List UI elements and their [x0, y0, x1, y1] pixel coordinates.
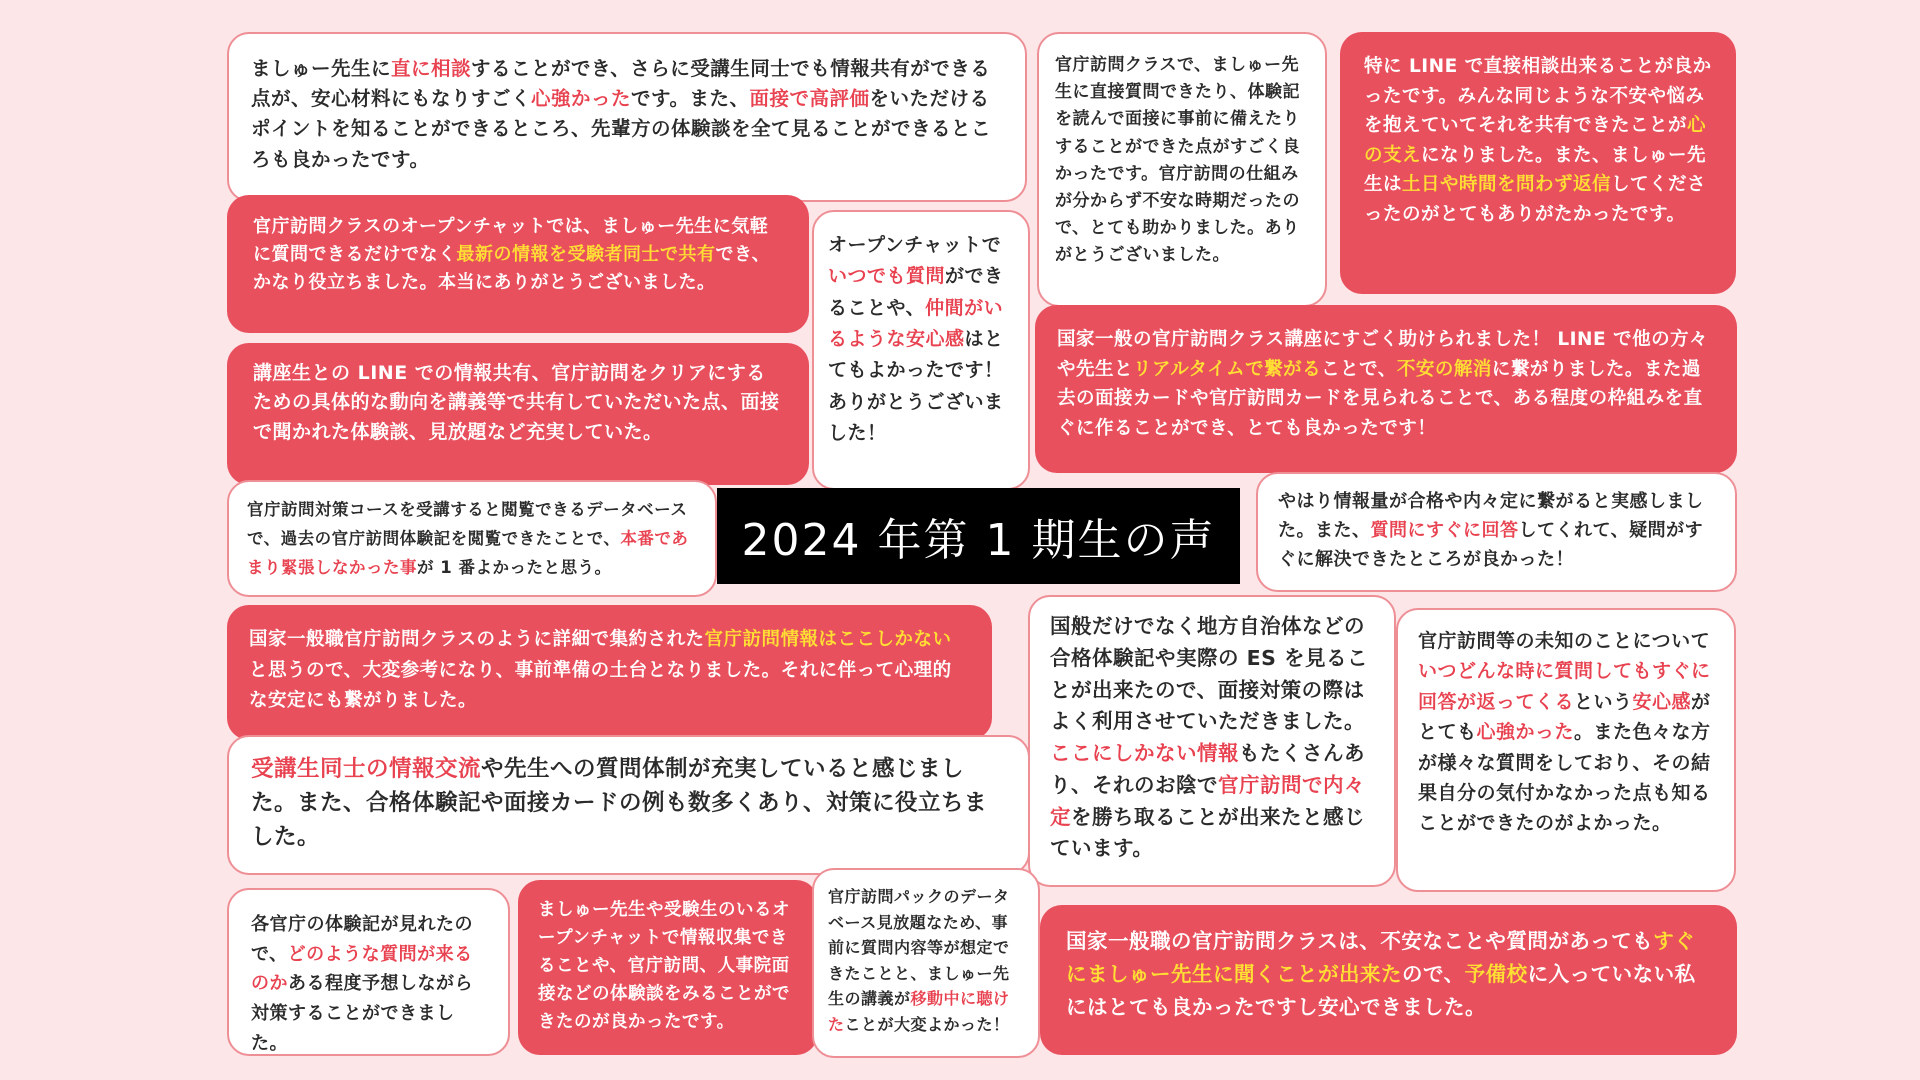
testimonial-card	[1040, 905, 1737, 1055]
highlighted-text: 面接で高評価	[749, 87, 870, 111]
testimonial-text: 官庁訪問対策コースを受講すると閲覧できるデータベースで、過去の官庁訪問体験記を閲覧できたことで、	[247, 500, 688, 548]
highlighted-text: 質問にすぐに回答	[1370, 519, 1519, 541]
testimonial-text: がとても	[1418, 690, 1711, 744]
testimonial-card	[227, 32, 1027, 202]
testimonial-text: 官庁訪問クラスで、ましゅー先生に直接質問できたり、体験記を読んで面接に事前に備えたりすることができた点がすごく良かったです。官庁訪問の仕組みが分からず不安な時期だったので、とても助かりました。ありがとうございました。	[1055, 55, 1300, 266]
highlighted-text: 本番であまり緊張しなかった事	[247, 528, 689, 577]
highlighted-text: 官庁訪問で内々定	[1050, 772, 1365, 829]
testimonial-card	[227, 343, 809, 485]
testimonial-card	[1340, 32, 1736, 294]
testimonial-text: してくださったのがとてもありがたかったです。	[1364, 174, 1707, 225]
highlighted-text: リアルタイムで繋がる	[1133, 358, 1322, 380]
testimonial-card	[227, 605, 992, 740]
highlighted-text: どのような質問が来るのか	[251, 943, 473, 995]
testimonial-text: です。また、	[631, 87, 750, 111]
testimonial-text: ましゅー先生に	[251, 57, 392, 80]
testimonial-text: 。また色々な方が様々な質問をしており、その結果自分の気付かなかった点も知ることができたのがよかった。	[1418, 721, 1711, 835]
testimonial-text: 国家一般の官庁訪問クラス講座にすごく助けられました！ LINE で他の方々や先生と	[1057, 329, 1709, 380]
highlighted-text: いつどんな時に質問してもすぐに回答が返ってくる	[1418, 660, 1711, 713]
testimonial-text: 官庁訪問クラスのオープンチャットでは、ましゅー先生に気軽に質問できるだけでなく	[253, 216, 769, 265]
testimonial-text: をいただけるポイントを知ることができるところ、先輩方の体験談を全て見ることができるところも良かったです。	[251, 87, 992, 171]
testimonial-card	[1028, 595, 1396, 887]
testimonial-card	[227, 888, 510, 1056]
highlighted-text: 心の支え	[1364, 115, 1707, 166]
testimonial-text: ことで、	[1321, 358, 1397, 380]
testimonial-card	[812, 210, 1030, 490]
testimonial-text: ができることや、	[828, 265, 1004, 319]
testimonial-text: やはり情報量が合格や内々定に繋がると実感しました。また、	[1278, 491, 1704, 541]
testimonial-text: してくれて、疑問がすぐに解決できたところが良かった！	[1278, 519, 1704, 570]
highlighted-text: 受講生同士の情報交流	[251, 756, 482, 782]
testimonial-card	[1035, 305, 1737, 473]
highlighted-text: 不安の解消	[1396, 358, 1492, 380]
testimonial-text: という	[1574, 690, 1633, 713]
highlighted-text: ここにしかない情報	[1050, 741, 1239, 766]
testimonial-text: ので、	[1402, 961, 1465, 986]
testimonial-text: 官庁訪問等の未知のことについて	[1418, 630, 1711, 652]
testimonial-text: ある程度予想しながら対策することができました。	[251, 973, 473, 1054]
testimonial-text: でき、かなり役立ちました。本当にありがとうございました。	[253, 243, 771, 293]
testimonial-card	[227, 480, 717, 597]
testimonial-text: を勝ち取ることが出来たと感じています。	[1050, 804, 1365, 861]
page-title: 2024 年第 1 期生の声	[717, 488, 1240, 584]
testimonial-text: や先生への質問体制が充実していると感じました。また、合格体験記や面接カードの例も数多くあり、対策に役立ちました。	[251, 756, 988, 850]
testimonial-text: が 1 番よかったと思う。	[417, 557, 612, 577]
testimonial-text: 国般だけでなく地方自治体などの合格体験記や実際の ES を見ることが出来たので、面接対策の際はよく利用させていただきました。	[1050, 614, 1369, 734]
testimonial-text: 各官庁の体験記が見れたので、	[251, 914, 473, 965]
testimonial-card	[812, 868, 1040, 1058]
testimonial-text: ことが大変よかった！	[844, 1014, 1010, 1034]
testimonial-card	[1037, 32, 1327, 307]
testimonial-text: 講座生との LINE での情報共有、官庁訪問をクリアにするための具体的な動向を講義等で共有していただいた点、面接で聞かれた体験談、見放題など充実していた。	[253, 362, 780, 443]
highlighted-text: 移動中に聴けた	[828, 989, 1010, 1034]
highlighted-text: 安心感	[1632, 690, 1692, 713]
testimonial-card	[1396, 608, 1736, 892]
testimonial-card	[227, 735, 1030, 875]
highlighted-text: 仲間がいるような安心感	[828, 296, 1004, 351]
highlighted-text: 心強かった	[531, 87, 632, 111]
testimonial-text: 官庁訪問パックのデータベース見放題なため、事前に質問内容等が想定できたことと、ましゅー先生の講義が	[828, 887, 1010, 1009]
testimonial-text: と思うので、大変参考になり、事前準備の土台となりました。それに伴って心理的な安定にも繋がりました。	[249, 659, 952, 712]
testimonial-card	[1256, 472, 1737, 592]
testimonial-text: になりました。また、ましゅー先生は	[1364, 144, 1707, 196]
highlighted-text: 予備校	[1464, 961, 1528, 986]
highlighted-text: 土日や時間を問わず返信	[1402, 174, 1612, 196]
testimonial-text: 国家一般職の官庁訪問クラスは、不安なことや質問があっても	[1066, 929, 1654, 953]
highlighted-text: 直に相談	[391, 57, 472, 80]
highlighted-text: 官庁訪問情報はここしかない	[704, 629, 952, 650]
testimonial-text: もたくさんあり、それのお陰で	[1050, 741, 1365, 797]
testimonial-text: に繋がりました。また過去の面接カードや官庁訪問カードを見られることで、ある程度の枠組みを直ぐに作ることができ、とても良かったです！	[1057, 358, 1703, 439]
testimonial-text: ましゅー先生や受験生のいるオープンチャットで情報収集できることや、官庁訪問、人事院面接などの体験談をみることができたのが良かったです。	[538, 900, 790, 1032]
testimonial-text: することができ、さらに受講生同士でも情報共有ができる点が、安心材料にもなりすごく	[251, 57, 991, 111]
highlighted-text: 最新の情報を受験者同士で共有	[456, 243, 716, 265]
highlighted-text: すぐにましゅー先生に聞くことが出来た	[1066, 929, 1696, 986]
testimonial-card	[227, 195, 809, 333]
testimonial-text: オープンチャットで	[828, 234, 1002, 256]
highlighted-text: 心強かった	[1476, 721, 1575, 744]
testimonial-text: はとてもよかったです！ありがとうございました！	[828, 328, 1004, 445]
testimonial-text: 国家一般職官庁訪問クラスのように詳細で集約された	[249, 629, 705, 650]
highlighted-text: いつでも質問	[828, 265, 946, 288]
testimonial-text: 特に LINE で直接相談出来ることが良かったです。みんな同じような不安や悩みを抱えていてそれを共有できたことが	[1364, 56, 1712, 137]
testimonial-card	[518, 880, 818, 1055]
testimonial-text: に入っていない私にはとても良かったですし安心できました。	[1066, 961, 1696, 1019]
